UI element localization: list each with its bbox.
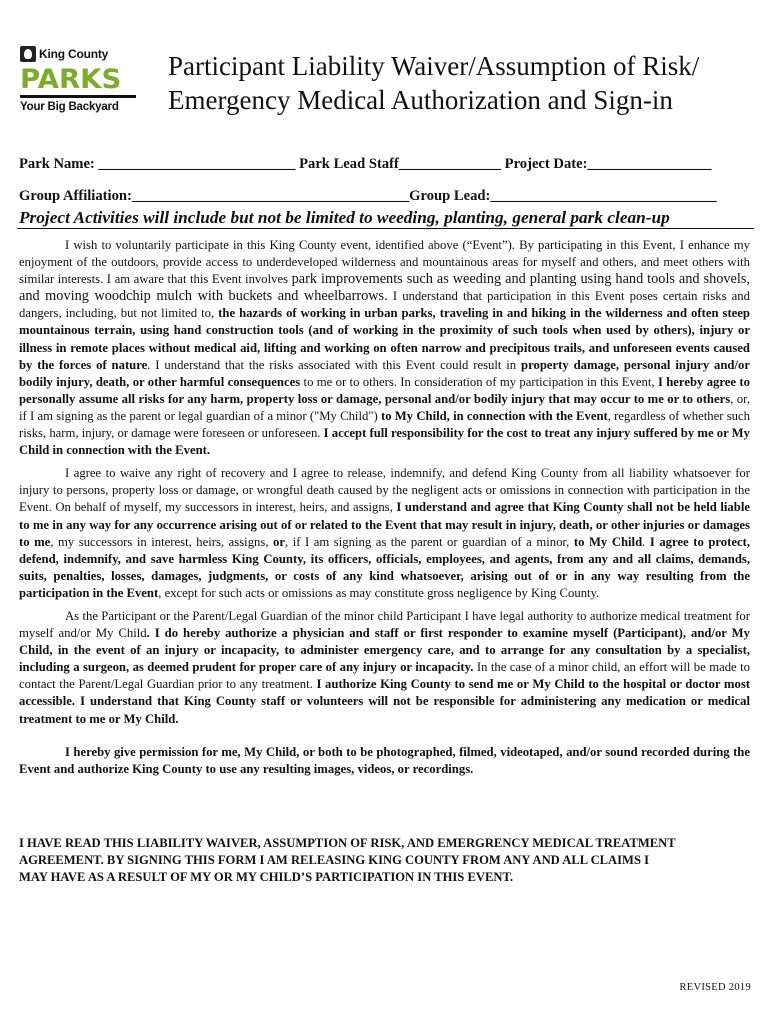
group-affiliation-field[interactable]: Group Affiliation:______________________________________	[19, 188, 410, 204]
final-line-2: AGREEMENT. BY SIGNING THIS FORM I AM RELEASING KING COUNTY FROM ANY AND ALL CLAIMS I	[19, 853, 649, 868]
paragraph-assumption-of-risk	[19, 237, 750, 459]
text-span: In the case of a minor child, an effort will be made to contact the Parent/Legal Guardian prior to any treatment.	[19, 660, 750, 692]
king-county-crown-icon	[20, 46, 36, 62]
park-name-field[interactable]: Park Name: ___________________________	[19, 156, 296, 172]
form-row-park	[19, 156, 711, 173]
waiver-body	[19, 237, 750, 778]
bold-span: I authorize King County to send me or My Child to the hospital or doctor most accessible. I understand that King County staff or volunteers will not be responsible for administering any medication or medical treatment to me or My Child.	[19, 677, 750, 726]
bold-span: or	[273, 534, 286, 549]
document-title	[168, 49, 699, 117]
logo-tagline: Your Big Backyard	[20, 101, 119, 113]
bold-span: I agree to protect, defend, indemnify, and save harmless King County, its officers, officials, employees, and agents, from any and all claims, demands, suits, penalties, losses, damages, judgments, or costs of any kind whatsoever, arising out of or in any way resulting from the participation in the Event	[19, 534, 751, 600]
text-span: , or, if I am signing as the parent or legal guardian of a minor ("My Child")	[19, 391, 751, 423]
bold-span: property damage, personal injury and/or bodily injury, death, or other harmful consequences	[19, 357, 750, 389]
text-span: As the Participant or the Parent/Legal Guardian of the minor child Participant I have legal authority to authorize medical treatment for myself and/or My Child	[19, 608, 750, 641]
park-lead-staff-field[interactable]: Park Lead Staff______________	[299, 156, 501, 172]
heading-underline	[17, 228, 754, 229]
title-line-1: Participant Liability Waiver/Assumption of Risk/	[168, 51, 700, 81]
bold-span: I hereby agree to personally assume all risks for any harm, property loss or damage, personal and/or bodily injury that may occur to me or to others	[19, 374, 750, 406]
paragraph-release-indemnify	[19, 465, 750, 602]
text-span: to me or to others. In consideration of my participation in this Event,	[300, 374, 658, 389]
text-span: I understand that participation in this Event poses certain risks and dangers, including, but not limited to,	[19, 289, 750, 321]
final-line-1: I HAVE READ THIS LIABILITY WAIVER, ASSUMPTION OF RISK, AND EMERGRENCY MEDICAL TREATMENT	[19, 836, 676, 850]
logo-divider	[20, 95, 136, 98]
group-lead-field[interactable]: Group Lead:_______________________________	[409, 188, 717, 204]
bold-span: to My Child	[573, 534, 643, 549]
text-span: , my successors in interest, heirs, assigns,	[50, 534, 274, 549]
bold-span: to My Child, in connection with the Event	[380, 408, 608, 423]
title-line-2: Emergency Medical Authorization and Sign-in	[168, 85, 673, 115]
text-span: , regardless of whether such risks, harm, injury, or damage were foreseen or unforeseen.	[19, 408, 751, 441]
form-row-group	[19, 188, 717, 205]
project-activities-heading: Project Activities will include but not be limited to weeding, planting, general park clean-up	[19, 208, 670, 227]
final-line-3: MAY HAVE AS A RESULT OF MY OR MY CHILD’S PARTICIPATION IN THIS EVENT.	[19, 870, 514, 885]
paragraph-photo-permission	[19, 744, 750, 778]
text-span: , except for such acts or omissions as may constitute gross negligence by King County.	[158, 585, 600, 600]
bold-span: I accept full responsibility for the cost to treat any injury suffered by me or My Child in connection with the Event.	[19, 426, 750, 458]
king-county-parks-logo	[20, 44, 138, 124]
text-span: .	[642, 534, 650, 549]
project-date-field[interactable]: Project Date:_________________	[504, 156, 712, 172]
logo-parks-word: PARKS	[20, 64, 122, 95]
final-acknowledgement	[19, 835, 755, 887]
bold-span: I hereby give permission for me, My Child, or both to be photographed, filmed, videotaped, and/or sound recorded during the Event and authorize King County to use any resulting images, videos, or recordings.	[19, 744, 750, 776]
text-span: . I understand that the risks associated with this Event could result in	[147, 357, 522, 372]
text-span: I wish to voluntarily participate in this King County event, identified above (“Event”). By participating in this Event, I enhance my enjoyment of the outdoors, provide access to underdeveloped wilderness and mountainous areas for myself and others, and meet others with similar interests. I am aware that this Event involves	[19, 238, 750, 287]
text-span: I agree to waive any right of recovery and I agree to release, indemnify, and defend King County from all liability whatsoever for injury to persons, property loss or damage, or wrongful death caused by the negligent acts or omissions in connection with participation in the Event. On behalf of myself, my successors in interest, heirs, and assigns,	[19, 466, 750, 515]
paragraph-medical-authorization	[19, 608, 750, 728]
text-span: park improvements such as weeding and planting using hand tools and shovels, and moving woodchip mulch with buckets and wheelbarrows.	[19, 271, 750, 305]
bold-span: the hazards of working in urban parks, traveling in and hiking in the wilderness and often steep mountainous terrain, using hand construction tools (and of working in the proximity of such tools when used by others), injury or illness in remote places without medical aid, lifting and working on often narrow and precipitous trails, and unforeseen events caused by the forces of nature	[19, 306, 750, 372]
revision-note: REVISED 2019	[679, 982, 751, 993]
text-span: , if I am signing as the parent or guardian of a minor,	[285, 534, 574, 549]
logo-county-name: King County	[39, 47, 109, 61]
bold-span: . I do hereby authorize a physician and staff or first responder to examine myself (Participant), and/or My Child, in the event of an injury or incapacity, to administer emergency care, and to arrange for any consultation by a specialist, including a surgeon, as deemed prudent for proper care of any injury or incapacity.	[19, 626, 750, 675]
bold-span: I understand and agree that King County shall not be held liable to me in any way for any occurrence arising out of or related to the Event that may result in injury, death, or other injuries or damages to me	[19, 500, 750, 549]
